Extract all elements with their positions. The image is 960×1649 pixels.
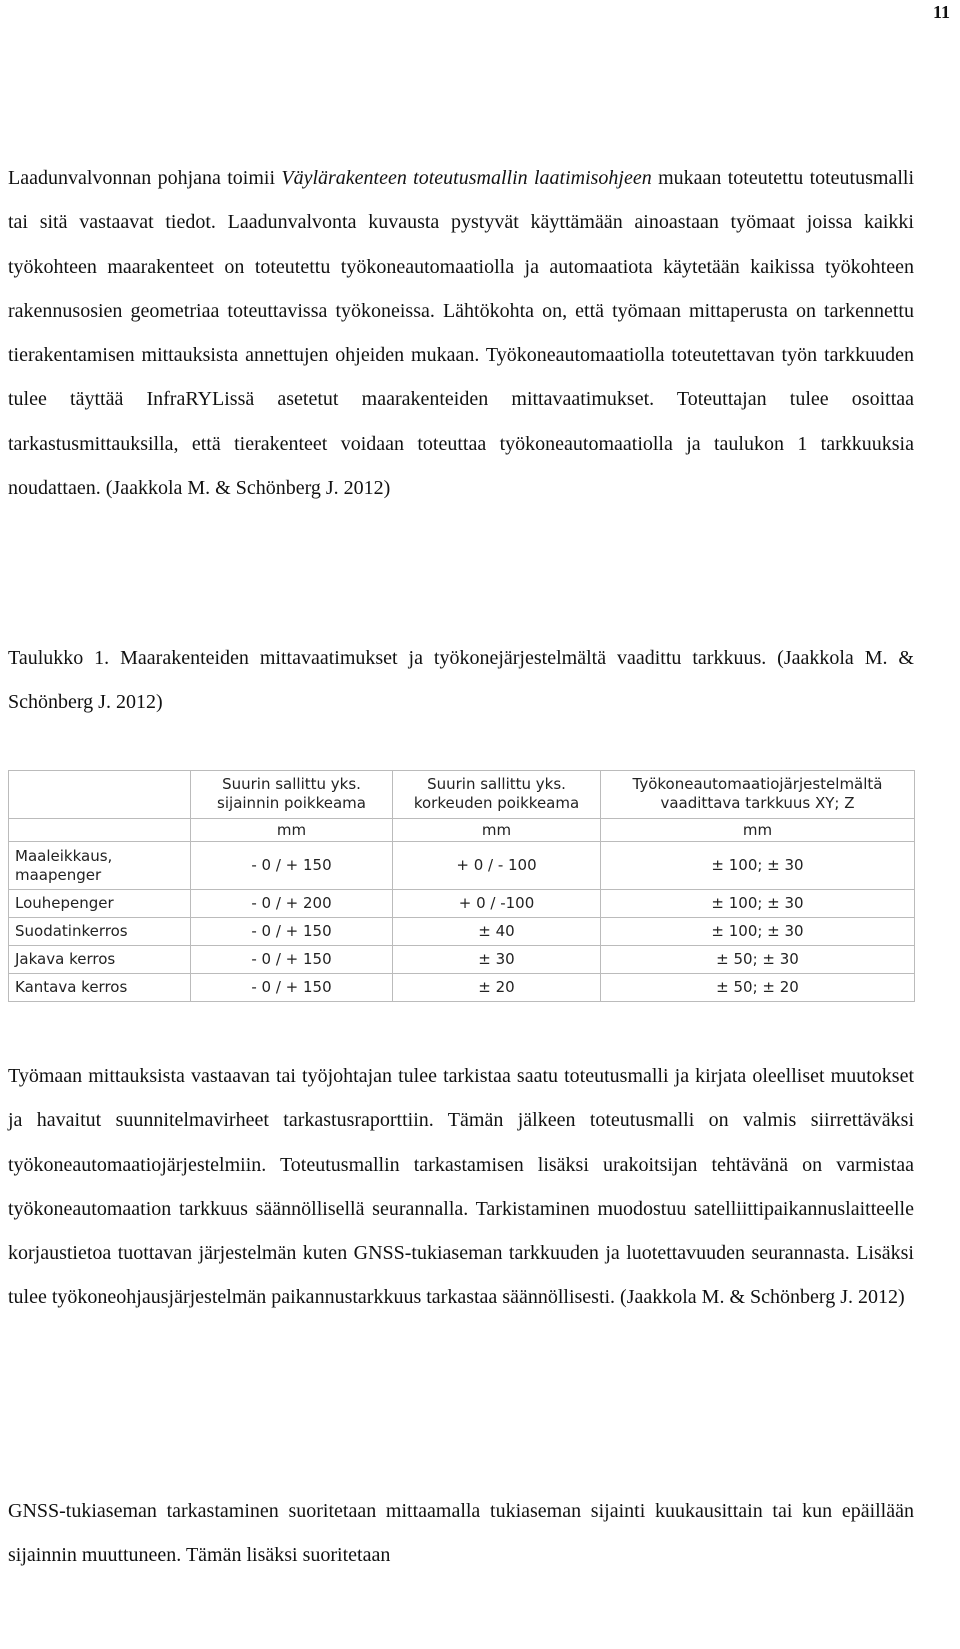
header-cell: Työkoneautomaatiojärjestelmältä vaadittava tarkkuus XY; Z xyxy=(601,771,915,819)
row-label: Louhepenger xyxy=(9,890,191,918)
tolerance-table-figure xyxy=(8,770,914,1002)
tolerance-table xyxy=(8,770,915,1002)
intro-paragraph xyxy=(8,156,914,510)
header-cell xyxy=(9,771,191,819)
guideline-title: Väylärakenteen toteutusmallin laatimisohjeen xyxy=(281,167,652,189)
table-row xyxy=(9,974,915,1002)
table-cell: ± 100; ± 30 xyxy=(601,918,915,946)
unit-cell: mm xyxy=(601,818,915,841)
intro-text-start: Laadunvalvonnan pohjana toimii xyxy=(8,167,282,189)
row-label: Jakava kerros xyxy=(9,946,191,974)
table-unit-row xyxy=(9,818,915,841)
table-cell: + 0 / - 100 xyxy=(393,842,601,890)
row-label: Kantava kerros xyxy=(9,974,191,1002)
table-cell: ± 20 xyxy=(393,974,601,1002)
unit-cell: mm xyxy=(393,818,601,841)
unit-cell: mm xyxy=(191,818,393,841)
table-cell: - 0 / + 150 xyxy=(191,946,393,974)
table-cell: - 0 / + 200 xyxy=(191,890,393,918)
table-row xyxy=(9,918,915,946)
intro-text-rest: mukaan toteutettu toteutusmalli tai sitä vastaavat tiedot. Laadunvalvonta kuvausta pystyvät käyttämään ainoastaan työmaat joissa kaikki työkohteen maarakenteet on toteutettu työkoneautomaatiolla ja automaatiota käytetään kaikissa työkohteen rakennusosien geometriaa toteuttavissa työkoneissa. Lähtökohta on, että työmaan mittaperusta on tarkennettu tierakentamisen mittauksista annettujen ohjeiden mukaan. Työkoneautomaatiolla toteutettavan työn tarkkuuden tulee täyttää InfraRYLissä asetetut maarakenteiden mittavaatimukset. Toteuttajan tulee osoittaa tarkastusmittauksilla, että tierakenteet voidaan toteuttaa työkoneautomaatiolla ja taulukon 1 tarkkuuksia noudattaen. (Jaakkola M. & Schönberg J. 2012) xyxy=(8,167,914,500)
header-cell: Suurin sallittu yks. sijainnin poikkeama xyxy=(191,771,393,819)
table-row xyxy=(9,842,915,890)
table-cell: - 0 / + 150 xyxy=(191,918,393,946)
table-cell: ± 30 xyxy=(393,946,601,974)
table-cell: - 0 / + 150 xyxy=(191,974,393,1002)
table-caption: Taulukko 1. Maarakenteiden mittavaatimukset ja työkonejärjestelmältä vaadittu tarkkuus. (Jaakkola M. & Schönberg J. 2012) xyxy=(8,647,914,714)
table-cell: ± 100; ± 30 xyxy=(601,890,915,918)
quality-check-paragraph: Työmaan mittauksista vastaavan tai työjohtajan tulee tarkistaa saatu toteutusmalli ja kirjata oleelliset muutokset ja havaitut suunnitelmavirheet tarkastusraporttiin. Tämän jälkeen toteutusmalli on valmis siirrettäväksi työkoneautomaatiojärjestelmiin. Toteutusmallin tarkastamisen lisäksi urakoitsijan tehtävänä on varmistaa työkoneautomaation tarkkuus säännöllisellä seurannalla. Tarkistaminen muodostuu satelliittipaikannuslaitteelle korjaustietoa tuottavan järjestelmän kuten GNSS-tukiaseman tarkkuuden ja luotettavuuden seurannasta. Lisäksi tulee työkoneohjausjärjestelmän paikannustarkkuus tarkastaa säännöllisesti. (Jaakkola M. & Schönberg J. 2012) xyxy=(8,1065,914,1309)
page-number: 11 xyxy=(932,2,950,22)
table-cell: + 0 / -100 xyxy=(393,890,601,918)
row-label: Maaleikkaus, maapenger xyxy=(9,842,191,890)
table-cell: - 0 / + 150 xyxy=(191,842,393,890)
gnss-paragraph: GNSS-tukiaseman tarkastaminen suoritetaan mittaamalla tukiaseman sijainti kuukausittain tai kun epäillään sijainnin muuttuneen. Tämän lisäksi suoritetaan xyxy=(8,1500,914,1567)
table-row xyxy=(9,890,915,918)
unit-cell xyxy=(9,818,191,841)
table-row xyxy=(9,946,915,974)
table-cell: ± 40 xyxy=(393,918,601,946)
table-cell: ± 100; ± 30 xyxy=(601,842,915,890)
table-header-row xyxy=(9,771,915,819)
table-cell: ± 50; ± 20 xyxy=(601,974,915,1002)
row-label: Suodatinkerros xyxy=(9,918,191,946)
header-cell: Suurin sallittu yks. korkeuden poikkeama xyxy=(393,771,601,819)
table-cell: ± 50; ± 30 xyxy=(601,946,915,974)
